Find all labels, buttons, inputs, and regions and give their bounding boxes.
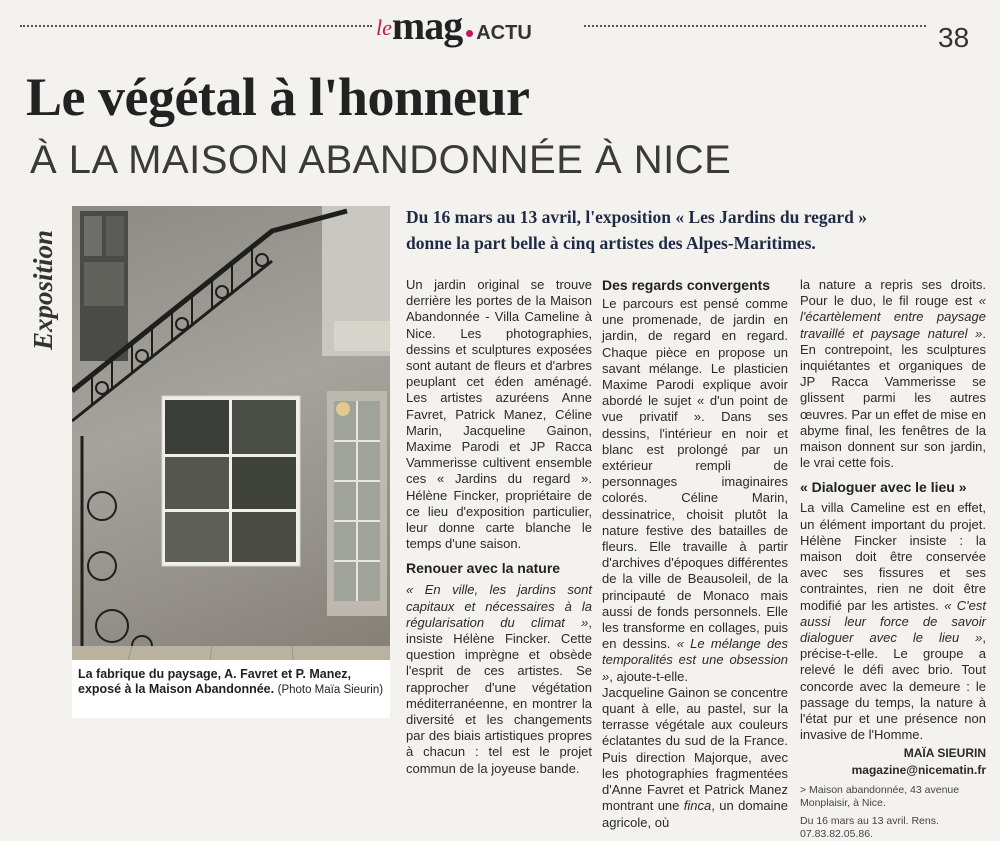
- lead-line-1: Du 16 mars au 13 avril, l'exposition « Les Jardins du regard »: [406, 207, 868, 227]
- brand-logo: [376, 2, 532, 46]
- brand-le: le: [376, 15, 392, 40]
- subheadline: À LA MAISON ABANDONNÉE À NICE: [30, 138, 732, 182]
- col2-p1-a: Le parcours est pensé comme une promenade, de jardin en jardin, de regard en regard. Chaque pièce en propose un savant mélange. Le plasticien Maxime Parodi explique avoir abordé le sujet « d'un point de vue privatif ». Dans ses dessins, l'intérieur en noir et blanc est prolongé par un extérieur rempli de personnages imaginaires colorés. Céline Marin, dessinatrice, choisit plutôt la nature festive des batailles de fleurs. Elle travaille à partir d'archives d'époques différentes de la ville de Beausoleil, de la principauté de Monaco mais aussi de fonds personnels. Elle les transforme en collages, puis en dessins.: [602, 296, 788, 652]
- caption-credit: (Photo Maïa Sieurin): [277, 684, 384, 696]
- column-3: [800, 277, 986, 841]
- col3-p2-b: , précise-t-elle. Le groupe a relevé le défi avec brio. Tout concorde avec la demeure : le passage du temps, la nature à l'état pur et une présence non invasive de l'Homme.: [800, 630, 986, 743]
- col3-paragraph-2: [800, 500, 986, 743]
- col1-paragraph-1: Un jardin original se trouve derrière les portes de la Maison Abandonnée - Villa Cameline à Nice. Les photographies, dessins et sculptures exposées sont autant de fleurs et d'arbres peuplant cet éden aménagé. Les artistes azuréens Anne Favret, Patrick Manez, Céline Marin, Jacqueline Gainon, Maxime Parodi et JP Racca Vammerisse cultivent ensemble ces « Jardins du regard ». Hélène Fincker, propriétaire de ce lieu d'exposition particulier, leur donne carte blanche le temps d'une saison.: [406, 277, 592, 552]
- col2-p2-a: Jacqueline Gainon se concentre quant à elle, au pastel, sur la terrasse végétale aux couleurs éclatantes du sud de la France. Puis direction Majorque, avec les photographies fragmentées d'Anne Favret et Patrick Manez montrant une: [602, 684, 788, 814]
- headline: Le végétal à l'honneur: [26, 67, 530, 127]
- brand-dot: [466, 30, 473, 37]
- photo-illustration: [72, 206, 390, 718]
- col3-subheading: « Dialoguer avec le lieu »: [800, 479, 967, 496]
- col3-p1-quote: « l'écartèlement entre paysage travaillé et paysage naturel »: [800, 293, 986, 341]
- page-number: 38: [938, 22, 970, 53]
- info-dates: Du 16 mars au 13 avril. Rens. 07.83.82.05.86.: [800, 814, 939, 840]
- photo-caption: [72, 660, 390, 718]
- col2-p2-b: , un domaine agricole, où: [602, 798, 788, 830]
- caption-text: La fabrique du paysage, A. Favret et P. Manez, exposé à la Maison Abandonnée.: [78, 667, 351, 696]
- col2-p2-finca: finca: [683, 798, 712, 814]
- column-2: [602, 277, 788, 831]
- col3-p2-a: La villa Cameline est en effet, un élément important du projet. Hélène Fincker insiste : la maison doit être conservée avec ses fissures et ses contraintes, rien ne doit être modifié par les artistes.: [800, 500, 986, 613]
- info-address: > Maison abandonnée, 43 avenue Monplaisir, à Nice.: [800, 783, 960, 809]
- col3-paragraph-1: [800, 277, 986, 471]
- col1-subheading: Renouer avec la nature: [406, 560, 561, 577]
- col1-quote: « En ville, les jardins sont capitaux et nécessaires à la régularisation du climat »: [406, 582, 592, 630]
- author-email: magazine@nicematin.fr: [851, 762, 986, 777]
- col3-p1-b: . En contrepoint, les sculptures inquiétantes et organiques de JP Racca Vammerisse se glissent parmi les autres œuvres. Par un effet de mise en abyme final, les fenêtres de la maison donnent sur son jardin, le vrai cette fois.: [800, 325, 986, 471]
- author-name: MAÏA SIEURIN: [903, 746, 986, 761]
- col2-paragraph-2: [602, 685, 788, 831]
- section-label: ACTU: [476, 22, 532, 44]
- col2-p1-quote: « Le mélange des temporalités est une obsession »: [602, 636, 788, 684]
- rubric-label: Exposition: [28, 229, 58, 350]
- exhibition-photo: [72, 206, 390, 718]
- header-rule-right: [584, 25, 926, 27]
- col3-p2-quote: « C'est aussi leur force de savoir dialoguer avec le lieu »: [800, 597, 986, 646]
- col2-subheading: Des regards convergents: [602, 277, 771, 293]
- lead-line-2: donne la part belle à cinq artistes des Alpes-Maritimes.: [406, 233, 816, 253]
- column-1: [406, 277, 592, 777]
- col1-paragraph-2-rest: , insiste Hélène Fincker. Cette question imprègne et obsède l'esprit de ces artistes. Se rapprocher d'une végétation méditerranéenne, en montrer la diversité et les changements par des biais artistiques propres à chacun : tel est le projet commun de la joyeuse bande.: [406, 614, 592, 776]
- header-rule-left: [20, 25, 372, 27]
- brand-mag: mag: [391, 3, 463, 48]
- col3-p1-a: la nature a repris ses droits. Pour le duo, le fil rouge est: [800, 277, 986, 309]
- col2-paragraph-1: [602, 296, 788, 685]
- col2-p1-b: , ajoute-t-elle.: [609, 668, 688, 684]
- col1-paragraph-2: [406, 582, 592, 776]
